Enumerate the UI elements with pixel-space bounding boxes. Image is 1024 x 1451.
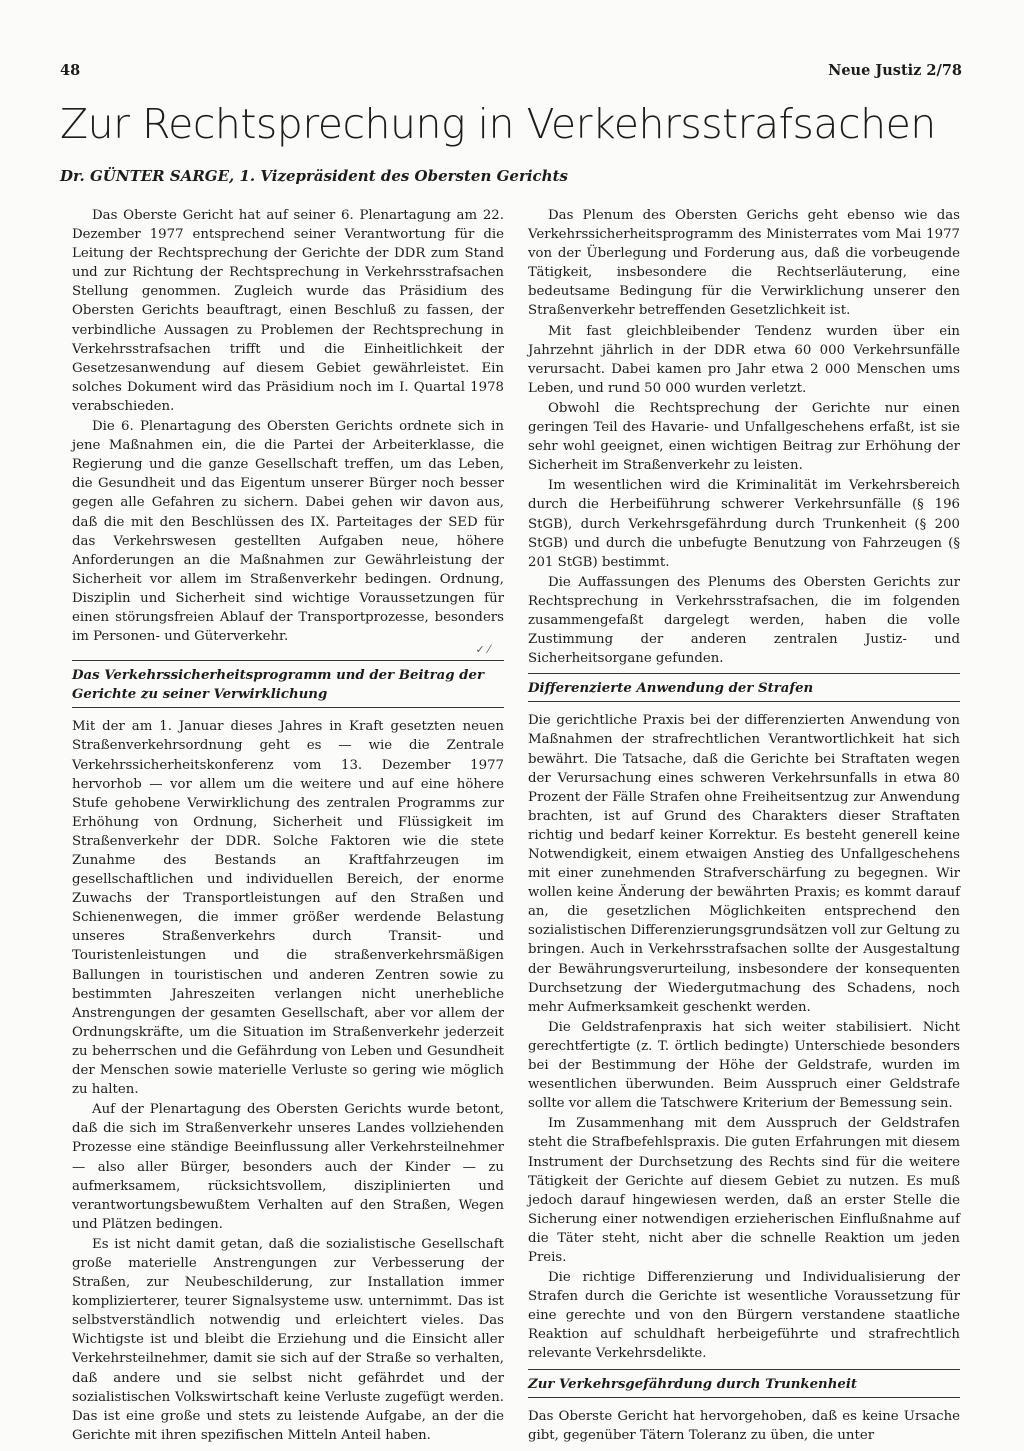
left-column <box>72 206 504 1446</box>
paragraph: Die richtige Differenzierung und Individualisierung der Strafen durch die Gerichte ist wesentliche Voraussetzung für eine gerechte und von den Bürgern verstandene staatliche Reaktion auf schuldhaft herbeigeführte und strafrechtlich relevante Verkehrsdelikte. <box>528 1270 960 1362</box>
paragraph: Im Zusammenhang mit dem Ausspruch der Geldstrafen steht die Strafbefehlspraxis. Die guten Erfahrungen mit diesem Instrument der Durchsetzung des Rechts sind für die weitere Tätigkeit der Gerichte auf diesem Gebiet zu nutzen. Es muß jedoch darauf hingewiesen werden, daß an erster Stelle die Sicherung einer notwendigen erzieherischen Einflußnahme auf die Täter steht, nicht aber die schnelle Reaktion um jeden Preis. <box>528 1116 960 1265</box>
paragraph: Die Auffassungen des Plenums des Obersten Gerichts zur Rechtsprechung in Verkehrsstrafsachen, die im folgenden zusammengefaßt dargelegt werden, haben die volle Zustimmung der anderen zentralen Justiz- und Sicherheitsorgane gefunden. <box>528 574 960 667</box>
page-number: 48 <box>60 62 81 79</box>
running-header <box>60 62 962 82</box>
right-column <box>528 206 960 1446</box>
paragraph: Im wesentlichen wird die Kriminalität im Verkehrsbereich durch die Herbeiführung schwerer Verkehrsunfälle (§ 196 StGB), durch Verkehrsgefährdung durch Trunkenheit (§ 200 StGB) und durch die unbefugte Benutzung von Fahrzeugen (§ 201 StGB) bestimmt. <box>528 478 960 570</box>
paragraph: Die Geldstrafenpraxis hat sich weiter stabilisiert. Nicht gerechtfertigte (z. T. örtlich bedingte) Unterschiede besonders bei der Bestimmung der Höhe der Geldstrafe, wurden im wesentlichen überwunden. Beim Ausspruch einer Geldstrafe sollte vor allem die Tatschwere Kriterium der Bemessung sein. <box>528 1019 960 1112</box>
paragraph: Die gerichtliche Praxis bei der differenzierten Anwendung von Maßnahmen der strafrechtlichen Verantwortlichkeit hat sich bewährt. Die Tatsache, daß die Gerichte bei Straftaten wegen der Verursachung eines schweren Verkehrsunfalls in etwa 80 Prozent der Fälle Strafen ohne Freiheitsentzug zur Anwendung brachten, ist auf Grund des Charakters dieser Straftaten richtig und bedarf keiner Korrektur. Es besteht generell keine Notwendigkeit, einem etwaigen Anstieg des Unfallgeschehens mit einer zunehmenden Strafverschärfung zu begegnen. Wir wollen keine Änderung der bewährten Praxis; es kommt darauf an, die gesetzlichen Möglichkeiten entsprechend den sozialistischen Differenzierungsgrundsätzen voll zur Geltung zu bringen. Auch in Verkehrsstrafsachen sollte der Ausgestaltung der Bewährungsverurteilung, insbesondere der konsequenten Durchsetzung der Wiedergutmachung des Schadens, noch mehr Aufmerksamkeit geschenkt werden. <box>528 713 960 1015</box>
paragraph: Das Oberste Gericht hat auf seiner 6. Plenartagung am 22. Dezember 1977 entsprechend seiner Verantwortung für die Leitung der Rechtsprechung der Gerichte der DDR zum Stand und zur Richtung der Rechtsprechung in Verkehrsstrafsachen Stellung genommen. Zugleich wurde das Präsidium des Obersten Gerichts beauftragt, einen Beschluß zu fassen, der verbindliche Aussagen zu Problemen der Rechtsprechung in Verkehrsstrafsachen trifft und die Einheitlichkeit der Gesetzesanwendung auf diesem Gebiet gewährleistet. Ein solches Dokument wird das Präsidium noch im I. Quartal 1978 verabschieden. <box>72 208 504 414</box>
paragraph: Mit der am 1. Januar dieses Jahres in Kraft gesetzten neuen Straßenverkehrsordnung geht es — wie die Zentrale Verkehrssicherheitskonferenz vom 13. Dezember 1977 hervorhob — vor allem um die weitere und auf eine höhere Stufe gehobene Verwirklichung des zentralen Programms zur Erhöhung von Ordnung, Sicherheit und Flüssigkeit im Straßenverkehr der DDR. Solche Faktoren wie die stete Zunahme des Bestands an Kraftfahrzeugen im gesellschaftlichen und individuellen Bereich, der enorme Zuwachs der Transportleistungen auf den Straßen und Schienenwegen, die immer größer werdende Belastung unseres Straßenverkehrs durch Transit- und Touristenleistungen und die straßenverkehrsmäßigen Ballungen in touristischen und anderen Zentren sowie zu bestimmten Jahreszeiten verlangen nicht unerhebliche Anstrengungen der gesamten Gesellschaft, aber vor allem der Ordnungskräfte, um die Situation im Straßenverkehr jederzeit zu beherrschen und die Gefährdung von Leben und Gesundheit der Menschen sowie materielle Verluste so gering wie möglich zu halten. <box>72 719 504 1098</box>
paragraph: Auf der Plenartagung des Obersten Gerichts wurde betont, daß die sich im Straßenverkehr unseres Landes vollziehenden Prozesse eine ständige Beeinflussung aller Verkehrsteilnehmer — also aller Bürger, besonders auch der Kinder — zu aufmerksamem, rücksichtsvollem, disziplinierten und verantwortungsbewußtem Verhalten auf den Straßen, Wegen und Plätzen bedingen. <box>72 1102 504 1232</box>
article-title: Zur Rechtsprechung in Verkehrsstrafsachen <box>60 100 936 148</box>
section-heading: Zur Verkehrsgefährdung durch Trunkenheit <box>528 1369 960 1398</box>
paragraph: Mit fast gleichbleibender Tendenz wurden über ein Jahrzehnt jährlich in der DDR etwa 60 000 Verkehrsunfälle verursacht. Dabei kamen pro Jahr etwa 2 000 Menschen ums Leben, und rund 50 000 wurden verletzt. <box>528 323 960 396</box>
journal-issue: Neue Justiz 2/78 <box>828 62 962 79</box>
section-heading: Das Verkehrssicherheitsprogramm und der Beitrag der Gerichte zu seiner Verwirklichung <box>72 660 504 708</box>
paragraph: Die 6. Plenartagung des Obersten Gerichts ordnete sich in jene Maßnahmen ein, die die Partei der Arbeiterklasse, die Regierung und die ganze Gesellschaft treffen, um das Leben, die Gesundheit und das Eigentum unserer Bürger noch besser gegen alle Gefahren zu sichern. Dabei gehen wir davon aus, daß die mit den Beschlüssen des IX. Parteitages der SED für das Verkehrswesen gestellten Aufgaben neue, höhere Anforderungen an die Maßnahmen zur Gewährleistung der Sicherheit vor allem im Straßenverkehr bedingen. Ordnung, Disziplin und Sicherheit sind wichtige Voraussetzungen für einen störungsfreien Ablauf der Transportprozesse, besonders im Personen- und Güterverkehr. <box>72 419 504 645</box>
paragraph: Es ist nicht damit getan, daß die sozialistische Gesellschaft große materielle Anstrengungen zur Verbesserung der Straßen, zur Neubeschilderung, zur Installation immer komplizierterer, teurer Signalsysteme usw. unternimmt. Das ist selbstverständlich notwendig und erleichtert vieles. Das Wichtigste ist und bleibt die Erziehung und die Einsicht aller Verkehrsteilnehmer, damit sie sich auf der Straße so verhalten, daß andere und sie selbst nicht gefährdet und der sozialistischen Volkswirtschaft keine Verluste zugefügt werden. Das ist eine große und stets zu leistende Aufgabe, an der die Gerichte mit ihren spezifischen Mitteln Anteil haben. <box>72 1236 504 1443</box>
end-mark: ✓ ⁄ <box>475 643 490 657</box>
section-heading: Differenzierte Anwendung der Strafen <box>528 673 960 702</box>
paragraph: Obwohl die Rechtsprechung der Gerichte nur einen geringen Teil des Havarie- und Unfallgeschehens erfaßt, ist sie sehr wohl geeignet, einen wichtigen Beitrag zur Erhöhung der Sicherheit im Straßenverkehr zu leisten. <box>528 400 960 474</box>
article-author: Dr. GÜNTER SARGE, 1. Vizepräsident des Obersten Gerichts <box>60 167 568 185</box>
paragraph: Das Oberste Gericht hat hervorgehoben, daß es keine Ursache gibt, gegenüber Tätern Toleranz zu üben, die unter <box>528 1408 960 1443</box>
paragraph: Das Plenum des Obersten Gerichs geht ebenso wie das Verkehrssicherheitsprogramm des Ministerrates vom Mai 1977 von der Überlegung und Forderung aus, daß die vorbeugende Tätigkeit, insbesondere die Rechtserläuterung, eine bedeutsame Bedingung für die Verwirklichung unserer den Straßenverkehr betreffenden Gesetzlichkeit ist. <box>528 208 960 319</box>
